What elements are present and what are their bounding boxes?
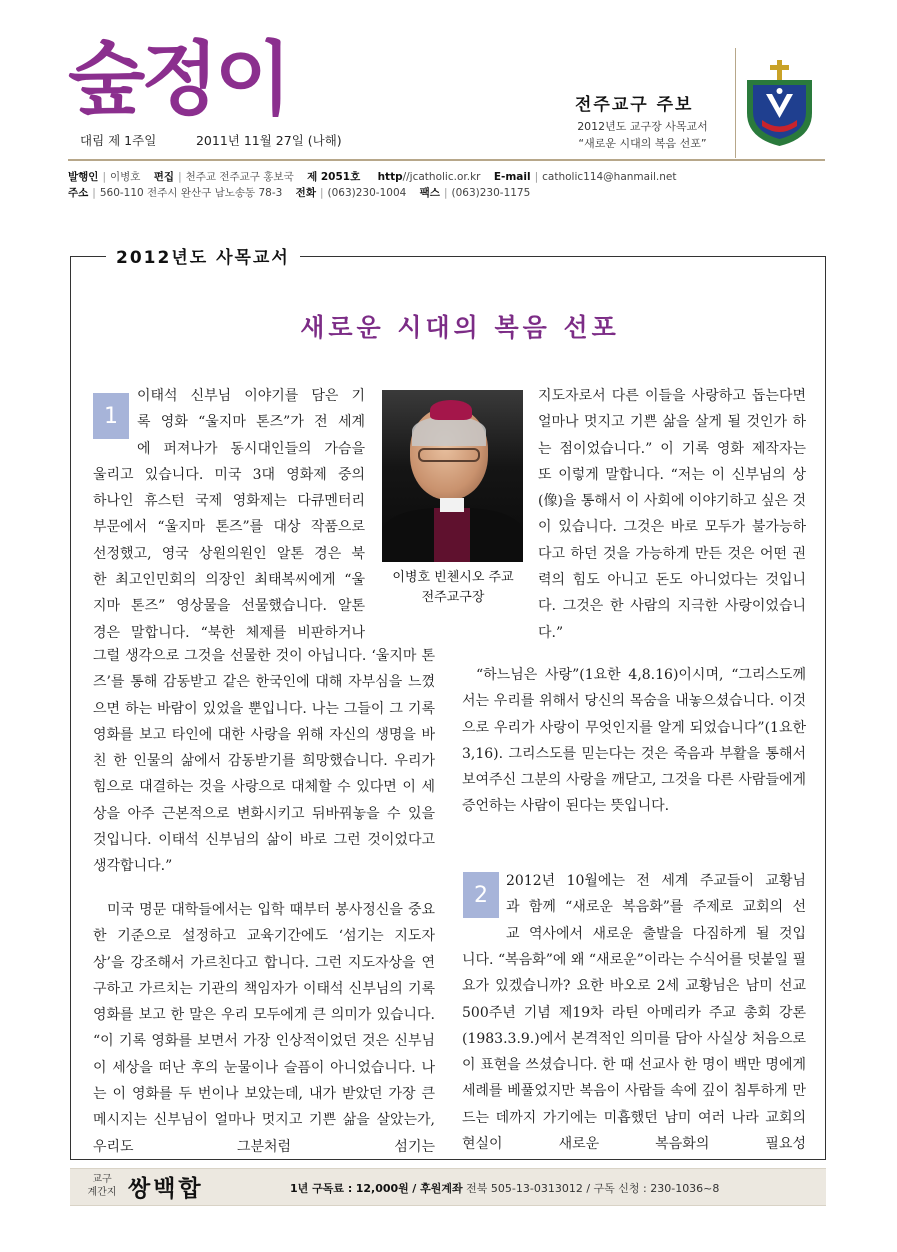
footer-small-line1: 교구 bbox=[92, 1174, 112, 1185]
text-line: 울리고 있습니다. 미국 3대 영화제 중의 bbox=[93, 466, 365, 483]
fee-label: 1년 구독료 : bbox=[290, 1182, 353, 1195]
address-label: 주소 bbox=[68, 187, 89, 199]
text-line: 과 함께 “새로운 복음화”를 주제로 교회의 선 bbox=[506, 899, 806, 916]
paragraph-3 bbox=[538, 383, 806, 646]
weekly-title: 전주교구 주보 bbox=[575, 95, 694, 115]
website-link[interactable]: //jcatholic.or.kr bbox=[402, 171, 481, 183]
text-line: 부문에서 “울지마 톤즈”를 대상 작품으로 bbox=[93, 519, 365, 536]
account-value: 전북 505-13-0313012 / 구독 신청 : 230-1036~8 bbox=[466, 1182, 720, 1195]
issue-line bbox=[80, 131, 410, 149]
publisher-label: 발행인 bbox=[68, 171, 99, 183]
paragraph-1-continued-text: 그럴 생각으로 그것을 선물한 것이 아닙니다. ‘울지마 톤즈’를 통해 감동받고 같은 한국인에 대해 자부심을 느꼈으면 하는 바람이 있었을 뿐입니다. 나는 그들이 그 기록 영화를 보고 타인에 대한 사랑을 위해 자신의 생명을 바친 한 인물의 삶에서 감동받기를 희망했습니다. 우리가 힘으로 대결하는 것을 사랑으로 대체할 수 있다면 이 세상을 아주 근본적으로 변화시키고 뒤바꿔놓을 수 있을 것입니다. 이태석 신부님의 삶이 바로 그런 것이었다고 생각합니다.” bbox=[93, 648, 435, 875]
diocese-crest-icon bbox=[742, 58, 817, 148]
pastoral-letter-subtitle: 2012년도 교구장 사목교서 bbox=[577, 120, 708, 133]
paragraph-5-intro bbox=[462, 868, 806, 947]
bishop-photo bbox=[382, 390, 523, 562]
pastoral-letter-theme: “새로운 시대의 복음 선포” bbox=[578, 137, 707, 150]
text-line: 이태석 신부님 이야기를 담은 기 bbox=[137, 388, 365, 404]
url-label: http bbox=[377, 171, 403, 183]
footer-magazine-type bbox=[82, 1173, 122, 1199]
editor-label: 편집 bbox=[153, 171, 175, 183]
section-label: 2012년도 사목교서 bbox=[106, 243, 300, 268]
newsletter-logo: 숲정이 bbox=[68, 33, 288, 126]
phone-label: 전화 bbox=[295, 187, 316, 199]
text-line: 한 최고인민회의 의장인 최태복씨에게 “울 bbox=[93, 572, 365, 589]
paragraph-5-continued-text: 니다. “복음화”에 왜 “새로운”이라는 수식어를 덧붙일 필요가 있겠습니까? 요한 바오로 2세 교황님은 남미 선교 500주년 기념 제19차 라틴 아메리카 주교 총회 강론(1983.3.9.)에서 본격적인 의미를 담아 사실상 처음으로 이 표현을 쓰셨습니다. 한 때 선교사 한 명이 백만 명에게 세례를 베풀었지만 복음이 사람들 속에 깊이 침투하게 만드는 데까지 가기에는 미흡했던 남미 여러 나라 교회의 현실이 새로운 복음화의 필요성 bbox=[462, 952, 806, 1153]
paragraph-5-continued bbox=[462, 947, 806, 1157]
text-line: 에 퍼져나가 동시대인들의 가슴을 bbox=[137, 440, 365, 457]
issue-number: 제 2051호 bbox=[307, 171, 361, 183]
publisher-value: 이병호 bbox=[109, 171, 141, 183]
photo-caption bbox=[380, 568, 526, 608]
fax-value: (063)230-1175 bbox=[451, 187, 531, 199]
fax-label: 팩스 bbox=[419, 187, 440, 199]
account-label: / 후원계좌 bbox=[412, 1182, 463, 1195]
photo-caption-name: 이병호 빈첸시오 주교 bbox=[392, 570, 514, 585]
address-value: 560-110 전주시 완산구 남노송동 78-3 bbox=[99, 187, 283, 199]
paragraph-4-text: “하느님은 사랑”(1요한 4,8.16)이시며, “그리스도께서는 우리를 위해서 당신의 목숨을 내놓으셨습니다. 이것으로 우리가 사랑이 무엇인지를 알게 되었습니다”(1요한 3,16). 그리스도를 믿는다는 것은 죽음과 부활을 통해서 보여주신 그분의 사랑을 깨닫고, 그것을 다른 사람들에게 증언하는 사람이 된다는 뜻입니다. bbox=[462, 667, 806, 815]
paragraph-4 bbox=[462, 662, 806, 820]
text-line: 록 영화 “울지마 톤즈”가 전 세계 bbox=[137, 414, 365, 431]
masthead-rule bbox=[68, 159, 825, 161]
text-line: 2012년 10월에는 전 세계 주교들이 교황님 bbox=[506, 873, 806, 889]
section-number-1: 1 bbox=[93, 393, 129, 439]
paragraph-1-continued bbox=[93, 643, 435, 880]
issue-date: 2011년 11월 27일 (나해) bbox=[195, 133, 342, 148]
text-line: 교 역사에서 새로운 출발을 다짐하게 될 것입 bbox=[506, 925, 806, 942]
paragraph-2-text: 미국 명문 대학들에서는 입학 때부터 봉사정신을 중요한 기준으로 설정하고 교육기간에도 ‘섬기는 지도자상’을 강조해서 가르친다고 합니다. 그런 지도자상을 연구하고 가르치는 기관의 책임자가 이태석 신부님의 기록 영화를 보고 한 말은 우리 모두에게 큰 의미가 있습니다. “이 기록 영화를 보면서 가장 인상적이었던 것은 신부님이 세상을 떠난 후의 눈물이나 슬픔이 아니었습니다. 나는 이 영화를 두 번이나 보았는데, 내가 받았던 가장 큰 메시지는 신부님이 얼마나 멋지고 기쁜 삶을 살았는가, 우리도 그분처럼 섬기는 bbox=[93, 902, 435, 1155]
text-line: 선정했고, 영국 상원의원인 알톤 경은 북 bbox=[93, 545, 365, 562]
footer-small-line2: 계간지 bbox=[87, 1187, 117, 1198]
text-line: 지마 톤즈” 영상물을 선물했습니다. 알톤 bbox=[93, 598, 365, 615]
email-label: E-mail bbox=[493, 171, 531, 183]
text-line: 경은 말합니다. “북한 체제를 비판하거나 bbox=[93, 624, 365, 641]
paragraph-1-intro bbox=[93, 383, 365, 646]
section-number-2: 2 bbox=[463, 872, 499, 918]
paragraph-2 bbox=[93, 897, 435, 1160]
photo-caption-title: 전주교구장 bbox=[421, 590, 485, 605]
text-line: 하나인 휴스턴 국제 영화제는 다큐멘터리 bbox=[93, 493, 365, 510]
phone-value: (063)230-1004 bbox=[327, 187, 407, 199]
subscription-info bbox=[290, 1180, 719, 1196]
paragraph-3-text: 지도자로서 다른 이들을 사랑하고 돕는다면 얼마나 멋지고 기쁜 삶을 살게 될 것인가 하는 점이었습니다.” 이 기록 영화 제작자는 또 이렇게 말합니다. “저는 이 신부님의 상(像)을 통해서 이 사회에 이야기하고 싶은 것이 있습니다. 그것은 바로 모두가 불가능하다고 하던 것을 가능하게 만든 것은 어떤 권력의 힘도 아니고 돈도 아니었다는 것입니다. 그것은 한 사람의 지극한 사랑이었습니다.” bbox=[538, 388, 807, 641]
article-headline: 새로운 시대의 복음 선포 bbox=[300, 313, 620, 342]
contact-info-row: 주소 | 560-110 전주시 완산구 남노송동 78-3 전화 | (063)230-1004 팩스 | (063)230-1175 bbox=[68, 187, 531, 199]
editor-value: 천주교 전주교구 홍보국 bbox=[185, 171, 294, 183]
liturgical-sunday: 대림 제 1주일 bbox=[80, 133, 157, 148]
email-link[interactable]: catholic114@hanmail.net bbox=[542, 171, 677, 183]
fee-value: 12,000원 bbox=[355, 1182, 409, 1195]
publication-info-row: 발행인 | 이병호 편집 | 천주교 전주교구 홍보국 제 2051호 http//jcatholic.or.kr E-mail | catholic114@hanmail.net bbox=[68, 171, 677, 183]
footer-magazine-name: 쌍백합 bbox=[128, 1175, 204, 1202]
masthead-divider bbox=[735, 48, 736, 158]
